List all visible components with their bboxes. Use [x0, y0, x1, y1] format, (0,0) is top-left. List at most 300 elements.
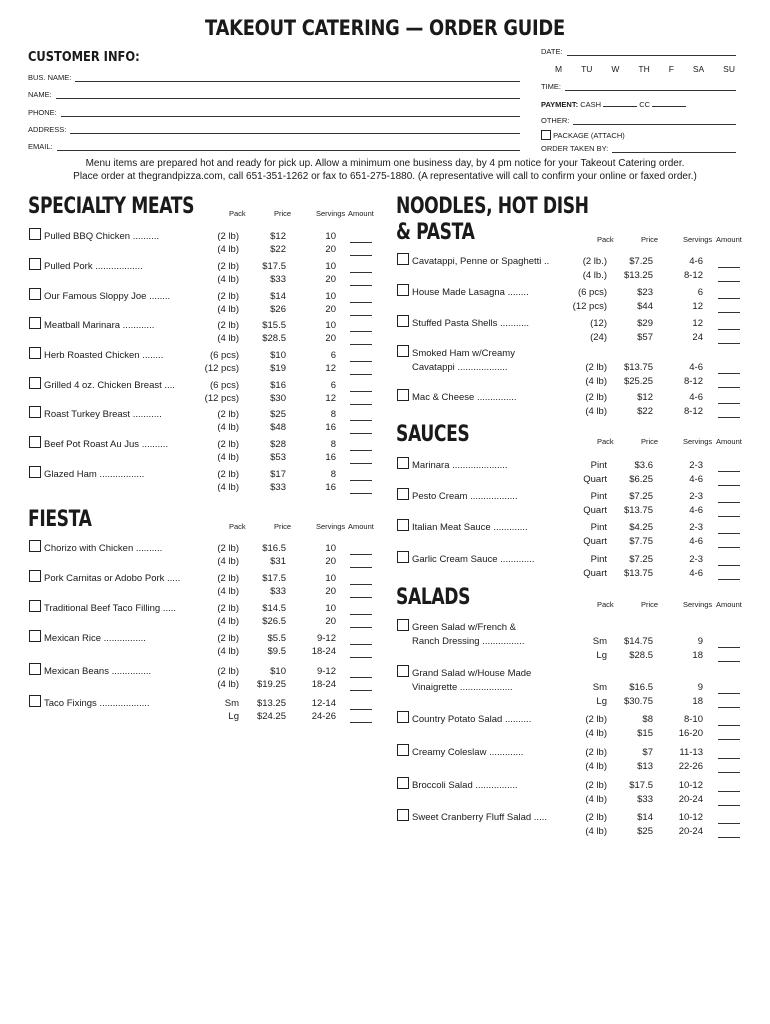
day-su[interactable]: SU — [723, 64, 735, 74]
page-title: TAKEOUT CATERING — ORDER GUIDE — [205, 16, 565, 40]
item-name: Mexican Beans ............... — [44, 666, 152, 677]
item-pack: Sm — [592, 636, 607, 647]
amount-input[interactable] — [718, 706, 740, 708]
payment-label: PAYMENT: — [541, 100, 579, 109]
item-price: $5.5 — [267, 633, 286, 644]
item-price: $33 — [270, 273, 286, 285]
sauces-heading: SAUCES — [396, 422, 470, 447]
item-price: $15.5 — [262, 320, 286, 331]
size-row — [0, 747, 770, 759]
amount-input[interactable] — [350, 626, 372, 628]
size-row — [0, 474, 770, 486]
item-servings: 9-12 — [316, 633, 336, 644]
amount-input[interactable] — [718, 501, 740, 503]
item-name: Creamy Coleslaw ............. — [412, 747, 524, 758]
name-field[interactable] — [28, 89, 520, 99]
cash-label: CASH — [580, 100, 602, 109]
item-price: $12 — [270, 231, 286, 242]
day-sa[interactable]: SA — [692, 64, 705, 74]
item-pack: (12 pcs) — [572, 300, 607, 312]
item-servings: 20-24 — [678, 825, 703, 837]
item-price: $13.75 — [623, 504, 653, 516]
noodles-heading-line-2: & PASTA — [396, 220, 475, 245]
item-pack: (4 lb) — [585, 760, 607, 772]
item-servings: 22-26 — [678, 760, 703, 772]
item-pack: (6 pcs) — [209, 380, 239, 391]
item-servings: 10 — [325, 231, 336, 242]
item-price: $15 — [637, 727, 653, 739]
day-th[interactable]: TH — [638, 64, 650, 74]
item-servings: 9-12 — [316, 666, 336, 677]
item-servings: 12 — [325, 362, 336, 374]
order-taken-by-field[interactable] — [541, 143, 736, 153]
amount-input[interactable] — [718, 297, 740, 299]
column-header-price: Price — [641, 437, 659, 446]
date-field[interactable] — [541, 46, 736, 56]
size-row — [0, 826, 770, 838]
item-name: Taco Fixings ................... — [44, 698, 150, 709]
item-price: $12 — [637, 392, 653, 403]
item-price: $25.25 — [623, 375, 653, 387]
item-servings: 16 — [325, 481, 336, 493]
item-price: $17.5 — [262, 261, 286, 272]
item-pack: (4 lb.) — [582, 269, 607, 281]
size-row — [0, 332, 770, 344]
item-servings: 18-24 — [311, 645, 336, 657]
item-pack: (2 lb) — [217, 469, 239, 480]
item-servings: 8 — [330, 409, 336, 420]
item-price: $7.75 — [629, 535, 653, 547]
item-price: $16 — [270, 380, 286, 391]
amount-input[interactable] — [718, 266, 740, 268]
item-name: Roast Turkey Breast ........... — [44, 409, 162, 420]
item-pack: (12 pcs) — [204, 362, 239, 374]
column-header-pack: Pack — [597, 235, 614, 244]
column-header-pack: Pack — [229, 522, 246, 531]
item-checkbox[interactable] — [397, 619, 409, 631]
item-servings: 6 — [330, 350, 336, 361]
amount-input[interactable] — [718, 470, 740, 472]
item-servings: 12 — [325, 392, 336, 404]
item-servings: 2-3 — [689, 554, 703, 565]
size-row — [0, 536, 770, 548]
amount-input[interactable] — [718, 546, 740, 548]
item-checkbox[interactable] — [397, 665, 409, 677]
item-pack: (2 lb) — [217, 320, 239, 331]
amount-input[interactable] — [718, 515, 740, 517]
item-pack: (4 lb) — [217, 243, 239, 255]
amount-input[interactable] — [718, 416, 740, 418]
item-pack: Lg — [596, 695, 607, 707]
item-pack: (2 lb) — [585, 392, 607, 403]
item-servings: 8-12 — [683, 375, 703, 387]
amount-input[interactable] — [718, 578, 740, 580]
item-servings: 24 — [692, 331, 703, 343]
item-servings: 10 — [325, 261, 336, 272]
item-name: Cavatappi, Penne or Spaghetti .. — [412, 256, 550, 267]
column-header-amount: Amount — [348, 209, 374, 218]
amount-input[interactable] — [718, 646, 740, 648]
amount-input[interactable] — [718, 280, 740, 282]
item-name: Mexican Rice ................ — [44, 633, 146, 644]
item-servings: 6 — [697, 287, 703, 298]
item-pack: Lg — [596, 649, 607, 661]
item-servings: 10-12 — [678, 812, 703, 823]
item-pack: (12 pcs) — [204, 392, 239, 404]
item-price: $14 — [637, 812, 653, 823]
amount-input[interactable] — [718, 372, 740, 374]
item-pack: (4 lb) — [217, 678, 239, 690]
column-header-pack: Pack — [597, 437, 614, 446]
item-price: $22 — [270, 243, 286, 255]
item-servings: 12 — [692, 318, 703, 329]
item-servings: 9 — [697, 682, 703, 693]
item-name: Meatball Marinara ............ — [44, 320, 155, 331]
item-servings: 20 — [325, 585, 336, 597]
item-pack: (4 lb) — [585, 825, 607, 837]
size-row — [0, 522, 770, 534]
item-price: $44 — [637, 300, 653, 312]
item-pack: (2 lb) — [217, 543, 239, 554]
amount-input[interactable] — [718, 402, 740, 404]
item-servings: 12-14 — [311, 698, 336, 709]
item-name: Pulled Pork .................. — [44, 261, 143, 272]
item-name: Herb Roasted Chicken ........ — [44, 350, 164, 361]
item-name: Chorizo with Chicken .......... — [44, 543, 163, 554]
noodles-heading-line-1: NOODLES, HOT DISH — [396, 194, 589, 219]
item-pack: (2 lb) — [217, 409, 239, 420]
item-pack: (2 lb) — [585, 780, 607, 791]
size-row — [0, 682, 770, 694]
item-servings: 20 — [325, 273, 336, 285]
item-pack: Quart — [583, 473, 607, 485]
item-servings: 2-3 — [689, 491, 703, 502]
column-header-servings: Servings — [683, 600, 713, 609]
amount-input[interactable] — [718, 386, 740, 388]
item-servings: 16-20 — [678, 727, 703, 739]
item-name-cont: Vinaigrette .................... — [412, 682, 513, 693]
item-pack: (4 lb) — [585, 727, 607, 739]
email-field[interactable] — [28, 141, 520, 151]
item-price: $53 — [270, 451, 286, 463]
other-field[interactable] — [541, 115, 736, 125]
item-pack: Pint — [590, 491, 607, 502]
item-servings: 8 — [330, 469, 336, 480]
item-servings: 4-6 — [689, 362, 703, 373]
size-row — [0, 287, 770, 299]
size-row — [0, 794, 770, 806]
item-servings: 12 — [692, 300, 703, 312]
customer-info-heading: CUSTOMER INFO: — [28, 49, 140, 65]
amount-input[interactable] — [350, 596, 372, 598]
item-price: $17.5 — [262, 573, 286, 584]
size-row — [0, 406, 770, 418]
item-servings: 10 — [325, 603, 336, 614]
day-f[interactable]: F — [668, 64, 674, 74]
item-price: $22 — [637, 405, 653, 417]
item-servings: 20 — [325, 555, 336, 567]
order-notice — [0, 157, 770, 183]
item-price: $33 — [270, 481, 286, 493]
item-name: Stuffed Pasta Shells ........... — [412, 318, 530, 329]
item-price: $57 — [637, 331, 653, 343]
amount-input[interactable] — [718, 804, 740, 806]
column-header-price: Price — [641, 600, 659, 609]
item-name: Grilled 4 oz. Chicken Breast .... — [44, 380, 175, 391]
item-name-cont: Ranch Dressing ................ — [412, 636, 525, 647]
size-row — [0, 301, 770, 313]
item-name: Grand Salad w/House Made — [412, 668, 532, 679]
amount-input[interactable] — [718, 836, 740, 838]
item-pack: Sm — [592, 682, 607, 693]
item-servings: 11-13 — [679, 747, 703, 758]
amount-input[interactable] — [718, 822, 740, 824]
item-servings: 20 — [325, 615, 336, 627]
amount-input[interactable] — [718, 532, 740, 534]
item-pack: (2 lb) — [217, 633, 239, 644]
field-label: PHONE: — [28, 108, 57, 117]
item-pack: (2 lb) — [217, 261, 239, 272]
size-row — [0, 362, 770, 374]
item-pack: (4 lb) — [217, 451, 239, 463]
size-row — [0, 422, 770, 434]
amount-input[interactable] — [718, 692, 740, 694]
amount-input[interactable] — [718, 771, 740, 773]
amount-input[interactable] — [718, 311, 740, 313]
item-name: Sweet Cranberry Fluff Salad ..... — [412, 812, 547, 823]
item-servings: 4-6 — [689, 473, 703, 485]
item-price: $30.75 — [623, 695, 653, 707]
salads-heading: SALADS — [396, 585, 471, 610]
column-header-servings: Servings — [316, 209, 346, 218]
day-tu[interactable]: TU — [581, 64, 593, 74]
item-price: $6.25 — [629, 473, 653, 485]
item-servings: 10 — [325, 320, 336, 331]
field-label: TIME: — [541, 82, 561, 91]
item-servings: 4-6 — [689, 535, 703, 547]
item-price: $9.5 — [267, 645, 286, 657]
item-name: Pork Carnitas or Adobo Pork ..... — [44, 573, 181, 584]
item-servings: 10 — [325, 573, 336, 584]
day-selector[interactable] — [555, 64, 735, 74]
item-servings: 4-6 — [689, 392, 703, 403]
time-field[interactable] — [541, 81, 736, 91]
item-servings: 4-6 — [689, 567, 703, 579]
item-price: $28.5 — [262, 332, 286, 344]
size-row — [0, 616, 770, 628]
amount-input[interactable] — [718, 564, 740, 566]
amount-input[interactable] — [350, 314, 372, 316]
notice-line-2: Place order at thegrandpizza.com, call 651-351-1262 or fax to 651-275-1880. (A representative will call to confirm your online or faxed order.) — [73, 171, 697, 182]
item-servings: 24-26 — [311, 710, 336, 722]
size-row — [0, 666, 770, 678]
item-pack: (4 lb) — [217, 421, 239, 433]
item-price: $14 — [270, 291, 286, 302]
size-row — [0, 244, 770, 256]
item-pack: (4 lb) — [585, 375, 607, 387]
item-pack: (2 lb.) — [582, 256, 607, 267]
specialty-meats-heading: SPECIALTY MEATS — [28, 194, 195, 219]
size-row — [0, 505, 770, 517]
item-pack: (2 lb) — [217, 666, 239, 677]
item-price: $13 — [637, 760, 653, 772]
item-servings: 16 — [325, 421, 336, 433]
item-servings: 8 — [330, 439, 336, 450]
item-price: $8 — [642, 714, 653, 725]
size-row — [0, 270, 770, 282]
item-price: $25 — [270, 409, 286, 420]
item-pack: Sm — [224, 698, 239, 709]
column-header-servings: Servings — [683, 235, 713, 244]
package-option[interactable] — [541, 130, 625, 140]
day-w[interactable]: W — [611, 64, 620, 74]
item-name: Green Salad w/French & — [412, 622, 517, 633]
column-header-servings: Servings — [316, 522, 346, 531]
item-price: $14.5 — [262, 603, 286, 614]
size-row — [0, 586, 770, 598]
item-servings: 4-6 — [689, 256, 703, 267]
day-m[interactable]: M — [555, 64, 563, 74]
item-pack: (4 lb) — [585, 405, 607, 417]
item-price: $7 — [642, 747, 653, 758]
item-price: $7.25 — [629, 256, 653, 267]
item-price: $48 — [270, 421, 286, 433]
bus-name-field[interactable] — [28, 72, 520, 82]
amount-input[interactable] — [718, 724, 740, 726]
item-servings: 18 — [692, 649, 703, 661]
item-servings: 18-24 — [311, 678, 336, 690]
item-name: Pesto Cream .................. — [412, 491, 518, 502]
field-label: EMAIL: — [28, 142, 53, 151]
item-price: $28 — [270, 439, 286, 450]
item-price: $13.75 — [623, 362, 653, 373]
item-price: $30 — [270, 392, 286, 404]
item-price: $10 — [270, 666, 286, 677]
size-row — [0, 636, 770, 648]
item-servings: 9 — [697, 636, 703, 647]
item-servings: 20 — [325, 332, 336, 344]
item-pack: (4 lb) — [217, 273, 239, 285]
item-price: $13.75 — [623, 567, 653, 579]
item-checkbox[interactable] — [397, 345, 409, 357]
amount-input[interactable] — [718, 342, 740, 344]
item-name: Marinara ..................... — [412, 460, 508, 471]
item-pack: (2 lb) — [585, 812, 607, 823]
size-row — [0, 460, 770, 472]
item-servings: 10 — [325, 291, 336, 302]
item-pack: (4 lb) — [217, 585, 239, 597]
item-servings: 8-12 — [683, 269, 703, 281]
item-pack: Quart — [583, 567, 607, 579]
payment-field[interactable] — [541, 99, 686, 109]
column-header-servings: Servings — [683, 437, 713, 446]
field-label: DATE: — [541, 47, 563, 56]
size-row — [0, 761, 770, 773]
item-pack: (4 lb) — [217, 303, 239, 315]
item-pack: Quart — [583, 504, 607, 516]
size-row — [0, 392, 770, 404]
size-row — [0, 728, 770, 740]
amount-input[interactable] — [718, 484, 740, 486]
column-header-amount: Amount — [716, 600, 742, 609]
amount-input[interactable] — [718, 328, 740, 330]
column-header-amount: Amount — [716, 235, 742, 244]
item-pack: (6 pcs) — [209, 350, 239, 361]
item-price: $17 — [270, 469, 286, 480]
item-price: $33 — [637, 793, 653, 805]
item-name: Country Potato Salad .......... — [412, 714, 532, 725]
item-servings: 16 — [325, 451, 336, 463]
item-price: $13.25 — [623, 269, 653, 281]
amount-input[interactable] — [718, 660, 740, 662]
item-servings: 10 — [325, 543, 336, 554]
item-servings: 8-12 — [683, 405, 703, 417]
item-pack: (2 lb) — [585, 747, 607, 758]
amount-input[interactable] — [350, 432, 372, 434]
phone-field[interactable] — [28, 107, 520, 117]
item-price: $31 — [270, 555, 286, 567]
item-servings: 8-10 — [683, 714, 703, 725]
item-servings: 6 — [330, 380, 336, 391]
amount-input[interactable] — [350, 284, 372, 286]
item-price: $16.5 — [629, 682, 653, 693]
item-name: Our Famous Sloppy Joe ........ — [44, 291, 171, 302]
item-servings: 18 — [692, 695, 703, 707]
item-pack: (4 lb) — [217, 481, 239, 493]
item-price: $24.25 — [256, 710, 286, 722]
item-name: Broccoli Salad ................ — [412, 780, 518, 791]
item-name: Garlic Cream Sauce ............. — [412, 554, 535, 565]
amount-input[interactable] — [718, 738, 740, 740]
column-header-price: Price — [274, 522, 292, 531]
size-row — [0, 256, 770, 268]
field-label: NAME: — [28, 90, 52, 99]
size-row — [0, 696, 770, 708]
package-label: PACKAGE (ATTACH) — [553, 130, 625, 140]
item-pack: (24) — [590, 331, 607, 343]
item-price: $26.5 — [262, 615, 286, 627]
item-price: $7.25 — [629, 554, 653, 565]
item-price: $7.25 — [629, 491, 653, 502]
column-header-price: Price — [641, 235, 659, 244]
item-pack: (2 lb) — [585, 362, 607, 373]
cc-label: CC — [639, 100, 651, 109]
item-name: Italian Meat Sauce ............. — [412, 522, 528, 533]
column-header-pack: Pack — [597, 600, 614, 609]
item-name: Glazed Ham ................. — [44, 469, 145, 480]
item-price: $10 — [270, 350, 286, 361]
size-row — [0, 554, 770, 566]
package-checkbox[interactable] — [541, 130, 551, 140]
column-header-price: Price — [274, 209, 292, 218]
item-servings: 20-24 — [678, 793, 703, 805]
item-pack: (2 lb) — [217, 439, 239, 450]
item-name: House Made Lasagna ........ — [412, 287, 529, 298]
field-label: BUS. NAME: — [28, 73, 72, 82]
item-pack: (4 lb) — [217, 555, 239, 567]
item-pack: Pint — [590, 522, 607, 533]
item-servings: 10-12 — [678, 780, 703, 791]
address-field[interactable] — [28, 124, 520, 134]
item-price: $13.25 — [256, 698, 286, 709]
item-servings: 2-3 — [689, 522, 703, 533]
amount-input[interactable] — [718, 757, 740, 759]
item-pack: (2 lb) — [217, 603, 239, 614]
amount-input[interactable] — [718, 790, 740, 792]
column-header-amount: Amount — [348, 522, 374, 531]
item-price: $19.25 — [256, 678, 286, 690]
item-price: $28.5 — [629, 649, 653, 661]
